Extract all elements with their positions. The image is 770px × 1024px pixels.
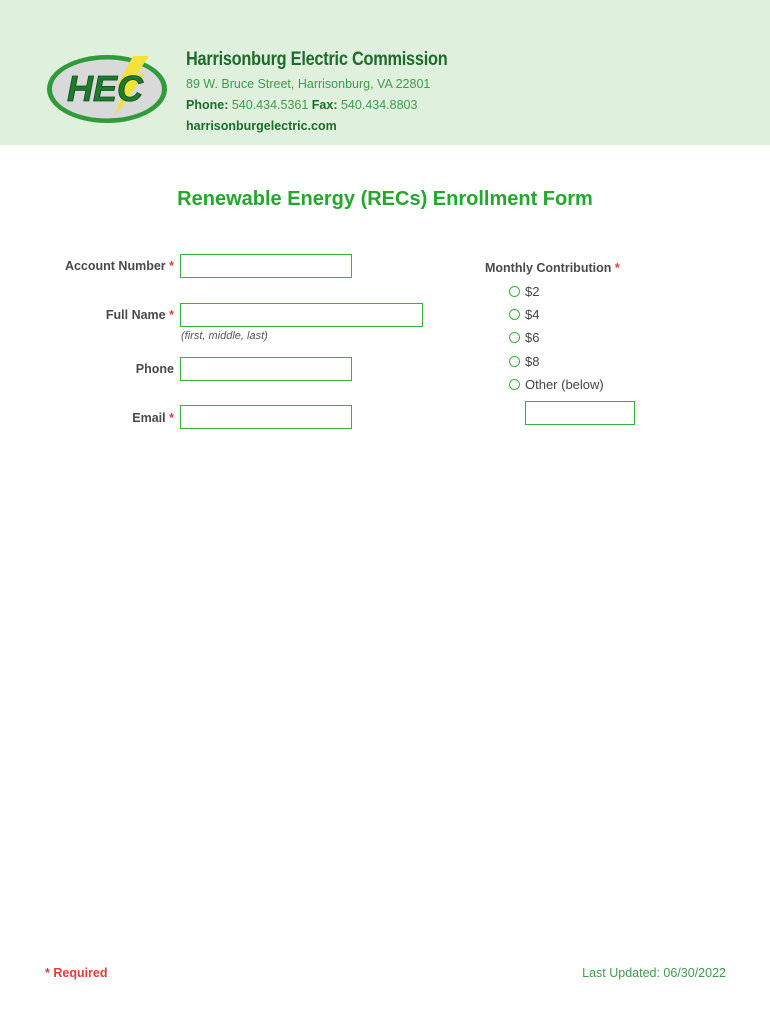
email-field[interactable] xyxy=(180,405,352,429)
contribution-option-6[interactable]: $6 xyxy=(509,330,539,345)
svg-text:HEC: HEC xyxy=(66,68,144,109)
hec-logo xyxy=(45,52,170,126)
contribution-option-4[interactable]: $4 xyxy=(509,307,539,322)
radio-button[interactable] xyxy=(509,356,520,367)
other-contribution-field[interactable] xyxy=(525,401,635,425)
contribution-option-other[interactable]: Other (below) xyxy=(509,377,604,392)
account-number-label: Account Number * xyxy=(64,259,174,273)
monthly-contribution-label: Monthly Contribution * xyxy=(485,261,620,275)
contribution-option-8[interactable]: $8 xyxy=(509,354,539,369)
fax-number: 540.434.8803 xyxy=(340,98,418,112)
full-name-field[interactable] xyxy=(180,303,423,327)
email-label: Email * xyxy=(132,411,174,425)
form-title: Renewable Energy (RECs) Enrollment Form xyxy=(177,188,593,210)
fax-label: Fax: xyxy=(311,98,338,112)
full-name-hint: (first, middle, last) xyxy=(181,330,268,342)
full-name-label: Full Name * xyxy=(105,308,174,322)
website-link[interactable]: harrisonburgelectric.com xyxy=(186,119,337,133)
required-note: * Required xyxy=(45,966,108,980)
radio-button[interactable] xyxy=(509,309,520,320)
phone-label: Phone xyxy=(135,362,174,376)
phone-number: 540.434.5361 xyxy=(231,98,309,112)
organization-name: Harrisonburg Electric Commission xyxy=(186,49,448,70)
account-number-field[interactable] xyxy=(180,254,352,278)
radio-button[interactable] xyxy=(509,332,520,343)
page-header xyxy=(0,0,770,145)
radio-button[interactable] xyxy=(509,379,520,390)
phone-field[interactable] xyxy=(180,357,352,381)
organization-contact xyxy=(186,98,417,112)
last-updated: Last Updated: 06/30/2022 xyxy=(582,966,726,980)
radio-button[interactable] xyxy=(509,286,520,297)
organization-address: 89 W. Bruce Street, Harrisonburg, VA 22801 xyxy=(186,77,431,91)
phone-label: Phone: xyxy=(186,98,229,112)
contribution-option-2[interactable]: $2 xyxy=(509,284,539,299)
